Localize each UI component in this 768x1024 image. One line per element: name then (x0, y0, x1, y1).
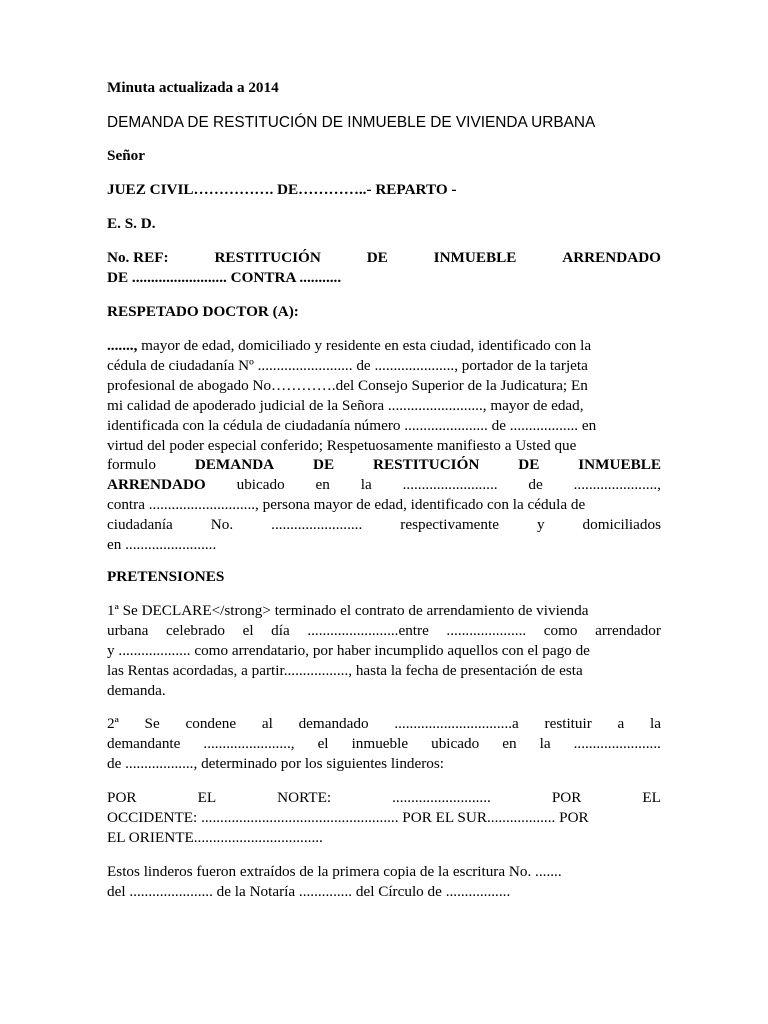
body-line-3: profesional de abogado No………….del Consejo Superior de la Judicatura; En (107, 377, 588, 394)
body-word: ubicado (236, 476, 285, 493)
linderos-note-line-2: del ...................... de la Notaría .............. del Círculo de ................. (107, 883, 511, 900)
body-word: No. (210, 516, 234, 533)
pretension-word: demandado (298, 715, 369, 732)
ref-word: No. REF: (107, 249, 169, 266)
greeting: RESPETADO DOCTOR (A): (107, 303, 299, 320)
body-line-1 (107, 336, 661, 356)
body-line-4: mi calidad de apoderado judicial de la Señora ........................., mayor de edad, (107, 397, 584, 414)
pretension-2-line-2 (107, 734, 661, 754)
body-word: ........................ (271, 516, 363, 533)
pretension-word: ....................... (573, 735, 661, 752)
linderos-note-line-1: Estos linderos fueron extraídos de la primera copia de la escritura No. ....... (107, 863, 562, 880)
pretension-word: inmueble (351, 735, 409, 752)
linderos-line-1 (107, 788, 661, 808)
body-word: la (360, 476, 372, 493)
pretension-word: arrendador (595, 622, 661, 639)
pretension-word: restituir (544, 715, 592, 732)
pretension-word: día (271, 622, 290, 639)
pretension-word: en (502, 735, 517, 752)
pretension-word: ..................... (446, 622, 527, 639)
pretension-word: el (317, 735, 329, 752)
pretension-word: el (242, 622, 254, 639)
linderos-word: POR (551, 789, 582, 806)
pretension-word: ubicado (431, 735, 480, 752)
pretension-1-line-2 (107, 621, 661, 641)
pretensiones-heading: PRETENSIONES (107, 568, 225, 585)
salutation: Señor (107, 147, 145, 164)
ref-word: RESTITUCIÓN (214, 249, 321, 266)
body-line-8 (107, 475, 661, 495)
pretension-word: ...............................a (394, 715, 519, 732)
body-word: y (536, 516, 545, 533)
linderos-word: POR (107, 789, 137, 806)
pretension-word: como (543, 622, 578, 639)
pretension-word: 2ª (107, 715, 119, 732)
body-word: ......................... (402, 476, 498, 493)
pretension-word: demandante (107, 735, 181, 752)
body-word: ciudadanía (107, 516, 173, 533)
body-word: DE (518, 456, 540, 473)
body-word: DEMANDA (194, 456, 275, 473)
body-line-2: cédula de ciudadanía Nº ......................... de ....................., portador de la tarjeta (107, 357, 588, 374)
pretension-word: celebrado (165, 622, 225, 639)
pretension-word: condene (185, 715, 237, 732)
pretension-2-line-3: de .................., determinado por los siguientes linderos: (107, 755, 445, 772)
pretension-word: Se (144, 715, 160, 732)
pretension-word: a (617, 715, 625, 732)
document-title: DEMANDA DE RESTITUCIÓN DE INMUEBLE DE VIVIENDA URBANA (107, 114, 596, 131)
linderos-word: EL (197, 789, 217, 806)
pretension-word: ......................., (203, 735, 295, 752)
pretension-word: ........................entre (307, 622, 429, 639)
body-word: respectivamente (400, 516, 499, 533)
body-text: mayor de edad, domiciliado y residente en esta ciudad, identificado con la (137, 337, 592, 354)
ref-word: INMUEBLE (433, 249, 517, 266)
body-word: formulo (107, 456, 156, 473)
pretension-word: la (650, 715, 661, 732)
ref-word: ARRENDADO (562, 249, 661, 266)
body-word: domiciliados (582, 516, 661, 533)
body-word: ......................, (573, 476, 661, 493)
ref-word: DE (366, 249, 388, 266)
pretension-word: urbana (107, 622, 149, 639)
body-word: de (528, 476, 543, 493)
pretension-1-line-5: demanda. (107, 682, 166, 699)
pretension-word: la (539, 735, 551, 752)
body-line-9: contra ............................, persona mayor de edad, identificado con la cédula de (107, 496, 586, 513)
body-word: ARRENDADO (107, 476, 206, 493)
body-line-5: identificada con la cédula de ciudadanía número ...................... de .................. en (107, 417, 597, 434)
pretension-1-line-1: 1ª Se DECLARE</strong> terminado el contrato de arrendamiento de vivienda (107, 602, 589, 619)
body-line-10 (107, 515, 661, 535)
body-word: DE (313, 456, 335, 473)
body-word: en (315, 476, 330, 493)
body-line-11: en ........................ (107, 536, 217, 553)
pretension-2-line-1 (107, 714, 661, 734)
pretension-1-line-4: las Rentas acordadas, a partir................., hasta la fecha de presentación de esta (107, 662, 583, 679)
body-line-7 (107, 455, 661, 475)
linderos-word: EL (642, 789, 661, 806)
ref-line-1 (107, 248, 661, 268)
body-lead: ......., (107, 337, 138, 354)
pretension-1-line-3: y ................... como arrendatario, por haber incumplido aquellos con el pago de (107, 642, 590, 659)
linderos-word: .......................... (392, 789, 491, 806)
body-line-6: virtud del poder especial conferido; Respetuosamente manifiesto a Usted que (107, 437, 577, 454)
ref-line-2: DE ......................... CONTRA ........... (107, 269, 342, 286)
body-word: INMUEBLE (578, 456, 661, 473)
esd-line: E. S. D. (107, 215, 156, 232)
body-word: RESTITUCIÓN (373, 456, 480, 473)
judge-line: JUEZ CIVIL……………. DE…………..- REPARTO - (107, 181, 457, 198)
linderos-word: NORTE: (277, 789, 332, 806)
linderos-line-2: OCCIDENTE: .................................................... POR EL SUR.................. POR (107, 809, 589, 826)
linderos-line-3: EL ORIENTE.................................. (107, 829, 323, 846)
pretension-word: al (261, 715, 273, 732)
document-subtitle: Minuta actualizada a 2014 (107, 79, 279, 96)
